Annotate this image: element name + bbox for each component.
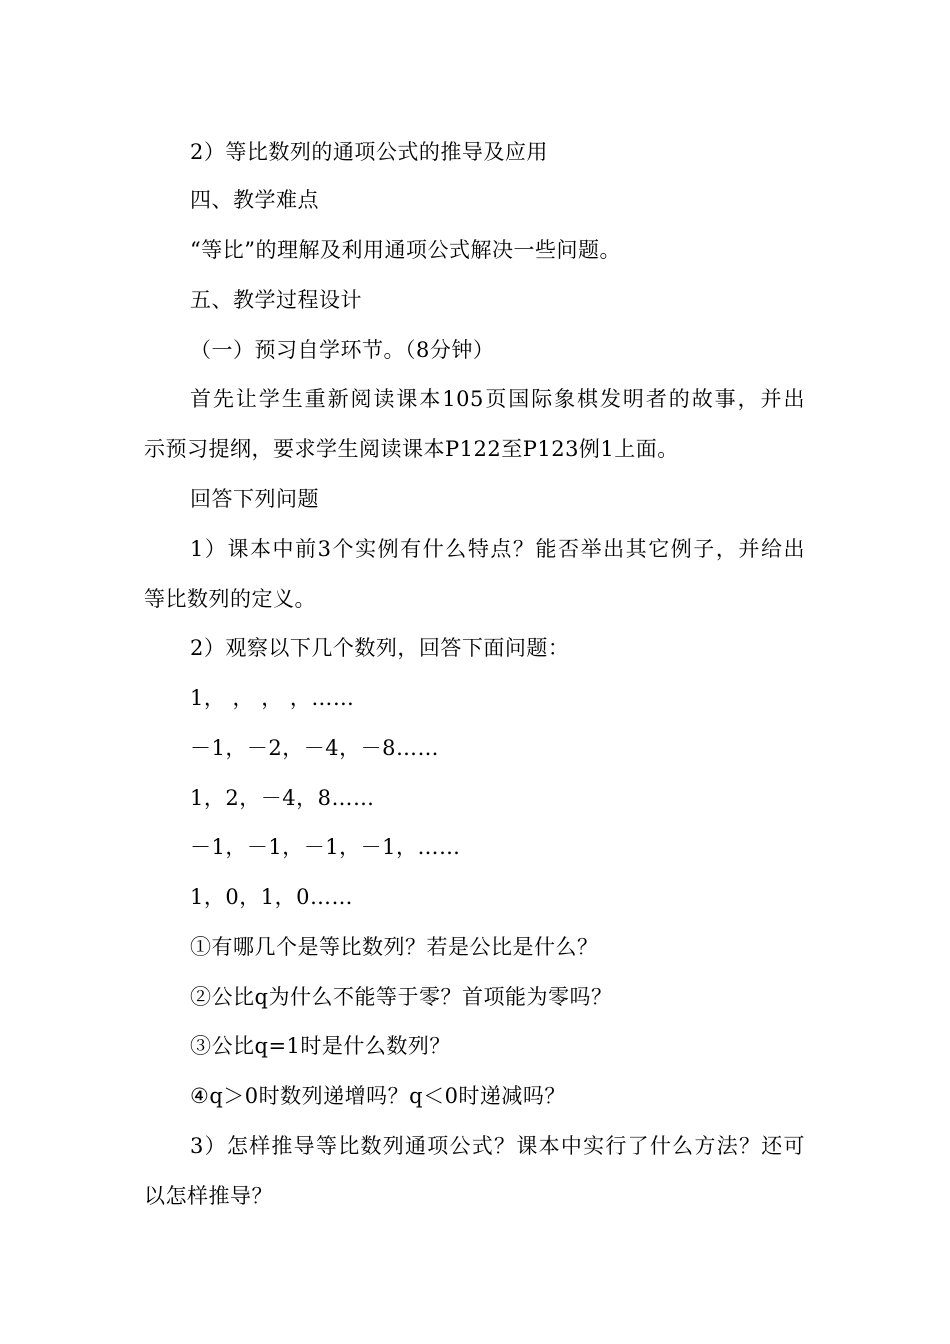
heading-teaching-process: 五、教学过程设计 bbox=[190, 288, 362, 312]
text-line-subquestion-1: ①有哪几个是等比数列？若是公比是什么？ bbox=[190, 935, 599, 959]
text-line-goal-2: 2）等比数列的通项公式的推导及应用 bbox=[190, 140, 548, 164]
text-line-difficulty: “等比”的理解及利用通项公式解决一些问题。 bbox=[190, 238, 621, 262]
sequence-line: 1，0，1，0…… bbox=[190, 885, 353, 909]
sequence-line: 1， ， ， ，…… bbox=[190, 686, 355, 710]
text-line-subquestion-2: ②公比q为什么不能等于零？首项能为零吗？ bbox=[190, 985, 613, 1009]
text-line-answer-questions: 回答下列问题 bbox=[190, 487, 319, 511]
paragraph-line: 示预习提纲，要求学生阅读课本P122至P123例1上面。 bbox=[144, 437, 679, 461]
text-line-subquestion-3: ③公比q=1时是什么数列？ bbox=[190, 1034, 451, 1058]
paragraph-line: 首先让学生重新阅读课本105页国际象棋发明者的故事，并出 bbox=[190, 387, 805, 411]
text-line-subquestion-4: ④q＞0时数列递增吗？q＜0时递减吗？ bbox=[190, 1084, 566, 1108]
paragraph-line: 以怎样推导？ bbox=[144, 1184, 273, 1208]
paragraph-line: 3）怎样推导等比数列通项公式？课本中实行了什么方法？还可 bbox=[190, 1134, 805, 1158]
text-line-question-2: 2）观察以下几个数列，回答下面问题： bbox=[190, 636, 570, 660]
paragraph-line: 等比数列的定义。 bbox=[144, 587, 316, 611]
sequence-line: 1，2，－4，8…… bbox=[190, 786, 375, 810]
sequence-line: －1，－2，－4，－8…… bbox=[190, 736, 439, 760]
sequence-line: －1，－1，－1，－1，…… bbox=[190, 835, 461, 859]
heading-teaching-difficulty: 四、教学难点 bbox=[190, 188, 319, 212]
subheading-preview-section: （一）预习自学环节。（8分钟） bbox=[190, 338, 495, 362]
paragraph-line: 1）课本中前3个实例有什么特点？能否举出其它例子，并给出 bbox=[190, 537, 805, 561]
